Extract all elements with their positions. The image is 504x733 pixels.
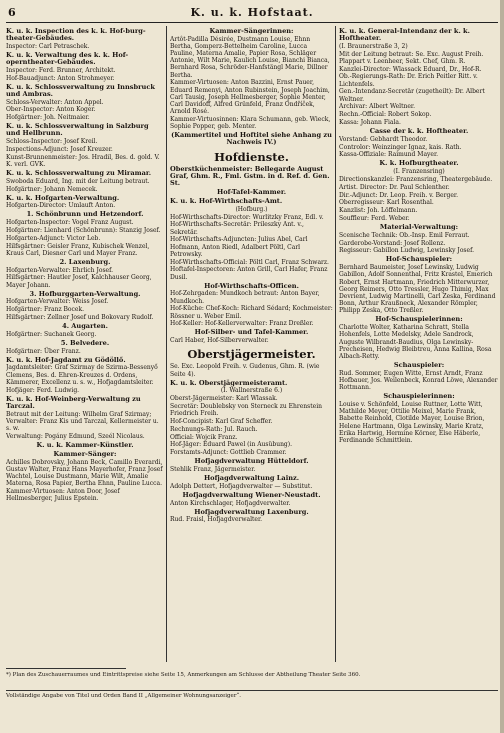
entry-text: Inspections-Adjunct: Josef Kreuzer. — [6, 145, 113, 153]
footnote-rule — [6, 668, 126, 669]
entry-text: Hof-Wirthschafts-Adjuncten: Julius Abel, Carl Hofmann, Anton Riedl, Adalbert Pöltl, Carl Petrowsky. — [170, 236, 308, 258]
entry-heading: 1. Schönbrunn und Hetzendorf. — [26, 210, 144, 219]
column-left — [6, 26, 164, 661]
entry-heading: K. u. k. Inspection des k. k. Hof-burg-theater-Gebäudes. — [6, 26, 146, 42]
entry-text: Hof-Keller: Hof-Kellerverwalter: Franz Dreßler. — [170, 320, 314, 328]
entry-text: Vorstand: Gebhardt Theodor. — [339, 135, 428, 143]
entry-heading: K. u. k. Hofgarten-Verwaltung. — [6, 193, 120, 202]
entry-text: Souffleur: Ferd. Weber. — [339, 214, 410, 222]
entry-text: Hofgarten-Adjunct: Victor Leb. — [6, 234, 101, 242]
entry-text: Hofgarten-Inspector: Vogel Franz August. — [6, 219, 134, 227]
entry-text: Hofgärtner: Johann Nemecek. — [6, 185, 98, 193]
entry-text: Hofjäger: Ferd. Ludwig. — [6, 386, 80, 394]
entry-heading: K. u. k. Schlossverwaltung zu Innsbruck und Ambras. — [6, 82, 155, 98]
column-divider — [335, 26, 336, 662]
column-right — [339, 26, 499, 661]
entry-heading: Hofjagdverwaltung Hütteldorf. — [194, 457, 309, 466]
entry-text: Scenische Technik: Ob.-Insp. Emil Ferraut. — [339, 231, 470, 239]
entry-text: Rud. Fraisl, Hofjagdverwalter. — [170, 516, 263, 524]
entry-text: Archivar: Albert Weltner. — [339, 103, 416, 111]
entry-text: Charlotte Wolter, Katharina Schratt, Stella Hohenfels, Lotte Medelsky, Adele Sandrock, Auguste Wilbrandt-Baudius, Olga Lewinsky-Precheisen, Hedwig Bleibtreu, Anna Kallina, Rosa Albach-Retty. — [339, 324, 492, 360]
entry-text: Verwaltung: Pogány Edmund, Szeél Nicolaus. — [6, 432, 145, 440]
entry-text: Hof-Concipist: Karl Graf Scheffer. — [170, 418, 273, 426]
entry-heading: 4. Augarten. — [62, 321, 108, 330]
entry-heading: K. u. k. Verwaltung des k. k. Hof-operntheater-Gebäudes. — [6, 50, 129, 66]
entry-heading: Schauspieler: — [393, 360, 445, 369]
entry-text: Hofgärtner: Suchanek Georg. — [6, 330, 97, 338]
entry-heading: K. u. k. Kammer-Künstler. — [36, 440, 134, 449]
bottom-note: Vollständige Angabe von Titel und Orden Band II „Allgemeiner Wohnungsanzeiger“. — [6, 693, 242, 699]
entry-text: Hoftafel-Inspectoren: Anton Grill, Carl Hafer, Franz Dusil. — [170, 266, 328, 281]
entry-heading: Hofjagdverwaltung Lainz. — [203, 474, 300, 482]
entry-text: Stehlik Franz, Jägermeister. — [170, 466, 256, 473]
entry-text: Swoboda Eduard, Ing. mit der Leitung betraut. — [6, 177, 150, 185]
entry-text: Hofgarten-Director: Umlauft Anton. — [6, 202, 116, 210]
entry-text: Forstamts-Adjunct: Gottlieb Crammer. — [170, 449, 287, 457]
entry-heading: Hof-Tafel-Kammer. — [216, 188, 286, 197]
entry-heading: Hofjagdverwaltung Wiener-Neustadt. — [182, 490, 321, 499]
entry-heading: 5. Belvedere. — [60, 338, 110, 347]
entry-text: Hofgärtner: Joh. Neitmaier. — [6, 114, 90, 122]
entry-text: Rechnungs-Rath: Jul. Rauch. — [170, 425, 258, 433]
entry-text: Ob.-Regierungs-Rath: Dr. Erich Peitler Ritt. v. Lichtenfels. — [339, 73, 478, 88]
page-number: 6 — [8, 6, 16, 19]
entry-text: (Hofburg.) — [235, 205, 268, 213]
entry-heading: Hof-Schauspieler: — [385, 255, 453, 264]
entry-heading: (Kammertitel und Hoftitel siehe Anhang zu Nachweis IV.) — [171, 131, 332, 147]
entry-text: Mit der Leitung betraut: Se. Exc. August Freih. Plappart v. Leenheer, Sekt. Chef, Ghm. R. — [339, 50, 484, 65]
entry-text: Kammer-Virtuosen: Anton Bazzini, Ernst Pauer, Eduard Remenyi, Anton Rubinstein, Joseph Joachim, Carl Tausig, Joseph Hellmesberger, Sophie Menter, Carl Davidoff, Alfred Grünfeld, Franz Ondříček, Arnold Rosé. — [170, 79, 330, 116]
page-edge — [500, 0, 504, 733]
section-title: Hofdienste. — [214, 149, 289, 164]
entry-heading: K. u. k. Hof-Wirthschafts-Amt. — [170, 197, 283, 206]
section-title: Oberstjägermeister. — [187, 347, 316, 362]
entry-text: Kammer-Virtuosinnen: Klara Schumann, geb. Wieck, Sophie Popper, geb. Menter. — [170, 116, 331, 131]
entry-text: Hofgärtner: Franz Bocek. — [6, 306, 84, 314]
entry-text: Hofgarten-Verwalter: Weiss Josef. — [6, 298, 109, 306]
entry-text: Carl Haber, Hof-Silberverwalter. — [170, 337, 269, 345]
entry-text: Hof-Wirthschafts-Director: Wurlitzky Franz, Edl. v. — [170, 213, 324, 221]
entry-text: Hilfsgärtner: Geisler Franz, Kubischek Wenzel, Kraus Carl, Diesner Carl und Mayer Franz. — [6, 242, 150, 257]
entry-text: Regisseur: Gabillon Ludwig, Lewinsky Josef. — [339, 247, 474, 255]
entry-text: Hofgärtner: Lienhard (Schönbrunn): Stanzig Josef. — [6, 226, 161, 234]
entry-text: Hof-Wirthschafts-Official: Pöltl Carl, Franz Schwarz. — [170, 258, 329, 266]
entry-text: Controlor: Weinzinger Ignaz, kais. Rath. — [339, 143, 462, 151]
entry-heading: Hof-Schauspielerinnen: — [375, 315, 463, 324]
entry-heading: K. u. k. Oberstjägermeisteramt. — [170, 378, 288, 387]
entry-text: Hofgärtner: Über Franz. — [6, 347, 81, 355]
entry-text: Schloss-Verwalter: Anton Appel. — [6, 98, 104, 106]
entry-heading: Schauspielerinnen: — [383, 392, 455, 401]
entry-text: Kassa: Johann Fiala. — [339, 118, 401, 126]
entry-text: Betraut mit der Leitung: Wilhelm Graf Szirmay; Verwalter: Franz Kis und Tarczal, Kellermeister u. s. w. — [6, 410, 159, 432]
entry-text: Hof-Zehrgaden: Mundkoch betraut: Anton Bayer, Mundkoch. — [170, 290, 320, 305]
entry-text: (I. Braunerstraße 3, 2) — [339, 42, 408, 50]
entry-text: Louise v. Schönfeld, Louise Ruttner, Lotte Witt, Mathilde Meyer, Ottilie Meixel, Marie Frank, Babette Reinhold, Clotilde Mayer, Louise Brion, Helene Hartmann, Olga Lewinsky, Marie Kratz, Erika Hartwig, Hermine Körner, Else Häberle, Ferdinande Schmittlein. — [339, 400, 485, 444]
entry-text: Anton Kirchschlager, Hofjagdverwalter. — [170, 499, 291, 507]
entry-text: Hof-Bauadjunct: Anton Strohmeyer. — [6, 74, 115, 82]
entry-heading: K. u. k. Schlossverwaltung in Salzburg und Hellbrunn. — [6, 122, 149, 138]
bottom-rule — [6, 690, 498, 691]
entry-text: Secretär: Doublebsky von Sterneck zu Ehrenstein Friedrich Freih. — [170, 403, 322, 418]
entry-text: Inspector: Ferd. Brunner, Architekt. — [6, 66, 116, 74]
entry-heading: Hof-Silber- und Tafel-Kammer. — [194, 328, 309, 337]
entry-text: Hof-Jäger: Eduard Pawel (in Ausübung). — [170, 441, 293, 449]
entry-heading: Casse der k. k. Hoftheater. — [369, 126, 469, 135]
entry-heading: Kammer-Sänger: — [53, 449, 117, 458]
entry-text: Kanzlist: Joh. Löffelmann. — [339, 207, 418, 215]
entry-heading: 3. Hofburggarten-Verwaltung. — [29, 289, 141, 298]
running-head: K. u. k. Hofstaat. — [190, 6, 314, 19]
entry-heading: K. u. k. Hof-Jagdamt zu Gödöllő. — [6, 355, 126, 364]
top-rule — [6, 22, 498, 23]
entry-heading: K. u. k. Schlossverwaltung zu Miramar. — [6, 168, 152, 177]
entry-text: Kassa-Offiziale: Raimund Mayer. — [339, 151, 439, 159]
entry-text: Rud. Sommer, Eugen Witte, Ernst Arndt, Franz Hofbauer, Jos. Weilenbeck, Konrad Löwe, Alexander Rottmann. — [339, 369, 498, 392]
entry-heading: 2. Laxenburg. — [59, 257, 111, 266]
entry-text: Oberst-Jägermeister: Karl Wlassak. — [170, 395, 278, 403]
entry-text: Kanzlei-Director: Wlassack Eduard, Dr., Hof-R. — [339, 65, 482, 73]
entry-text: Hilfsgärtner: Hautler Josef, Kalchhauser Georg, Mayer Johann. — [6, 274, 152, 289]
entry-text: Inspector: Carl Petraschek. — [6, 42, 90, 50]
entry-heading: Hofjagdverwaltung Laxenburg. — [194, 507, 309, 516]
entry-heading: Oberstküchenmeister: Bellegarde August Graf, Ghm. R., Fml. Gstm. in d. Ref. d. Gen. St. — [170, 164, 330, 188]
entry-text: Directionskanzlei: Franzensring, Theatergebäude. — [339, 175, 493, 183]
entry-text: Hofgarten-Verwalter: Ehrlich Josef. — [6, 266, 114, 274]
entry-heading: Kammer-Sängerinnen: — [209, 26, 294, 35]
entry-text: Bernhard Baumeister, Josef Lewinsky, Ludwig Gabillon, Adolf Sonnenthal, Fritz Krastel, Emerich Robert, Ernst Hartmann, Friedrich Mitterwurzer, Georg Reimers, Otto Tressler, Hugo Thimig, Max Devrient, Ludwig Martinelli, Carl Zeska, Ferdinand Bonn, Arthur Kraußneck, Alexander Römpler, Philipp Zeska, Otto Treßler. — [339, 264, 496, 315]
entry-text: Hilfsgärtner: Zellner Josef und Bokovary Rudolf. — [6, 313, 154, 321]
footnote: *) Plan des Zuschauerraumes und Eintrittspreise siehe Seite 15, Anmerkungen am Schlusse der Abtheilung Theater Seite 360. — [6, 672, 361, 678]
entry-text: Garderobe-Vorstand: Josef Rollenz. — [339, 239, 446, 247]
entry-text: Artôt-Padilla Désirée, Dustmann Louise, Ehnn Bertha, Gomperz-Bettelheim Caroline, Lucca Pauline, Materna Amalie, Papier Rosa, Schläger Antonie, Wilt Marie, Kaulich Louise, Bianchi Bianca, Bernhard Rosa, Schröder-Hanfstängl Marie, Dillner Bertha. — [170, 35, 330, 79]
entry-text: Hof-Küche: Chef-Koch: Richard Sédard; Kochmeister: Rössner u. Weber Emil. — [170, 305, 333, 320]
entry-text: Dir.-Adjunct: Dr. Leop. Freih. v. Berger. — [339, 191, 458, 199]
entry-text: Oberregisseur: Karl Rosenthal. — [339, 199, 434, 207]
entry-text: Adolph Dettert, Hofjagdverwalter — Substitut. — [170, 482, 313, 490]
entry-heading: Hof-Wirthschafts-Officen. — [204, 281, 299, 290]
column-divider — [166, 26, 167, 662]
entry-text: Jagdamtsleiter: Graf Szirmay de Szirma-Bessenyő Clemens, Bes. d. Ehren-Kreuzes d. Ordens, Kämmerer, Excellenz u. s. w., Hofjagdamtsleiter. — [6, 364, 158, 386]
entry-text: (I. Franzensring) — [393, 168, 445, 176]
entry-text: Gen.-Intendanz-Secretär (zugetheilt): Dr. Albert Weltner. — [339, 88, 485, 103]
entry-text: Rechn.-Official: Robert Sokop. — [339, 111, 432, 119]
entry-heading: K. k. Hofburgtheater. — [379, 159, 459, 168]
entry-heading: Material-Verwaltung: — [379, 222, 459, 231]
entry-text: Ober-Inspector: Anton Koger. — [6, 106, 96, 114]
entry-heading: K. u. k. General-Intendanz der k. k. Hoftheater. — [339, 26, 470, 42]
entry-heading: K. u. k. Hof-Weinberg-Verwaltung zu Tarczal. — [6, 394, 141, 410]
entry-text: (I. Wallnerstraße 6.) — [220, 387, 283, 395]
entry-text: Kammer-Virtuosen: Anton Door, Josef Hellmesberger, Julius Epstein. — [6, 487, 120, 503]
column-middle — [170, 26, 333, 661]
entry-text: Hof-Wirthschafts-Secretär: Prileszky Ant. v., Sekretär. — [170, 221, 304, 236]
entry-text: Se. Exc. Leopold Freih. v. Gudenus, Ghm. R. (wie Seite 4). — [170, 363, 320, 378]
entry-text: Artist. Director: Dr. Paul Schlenther. — [339, 183, 450, 191]
entry-text: Official: Wojcik Franz. — [170, 433, 238, 441]
entry-text: Kunst-Brunnenmeister: Jos. Hradil, Bes. d. gold. V. K. verl. GVK. — [6, 153, 160, 168]
entry-text: Achilles Dobrovsky, Johann Beck, Camillo Everardi, Gustav Walter, Franz Hans Mayerhofer, Franz Josef Wachtel, Louise Dustmann, Marie Wilt, Amalie Materna, Rosa Papier, Bertha Ehnn, Pauline Lucca. — [6, 458, 163, 488]
entry-text: Schloss-Inspector: Josef Kreil. — [6, 138, 98, 146]
